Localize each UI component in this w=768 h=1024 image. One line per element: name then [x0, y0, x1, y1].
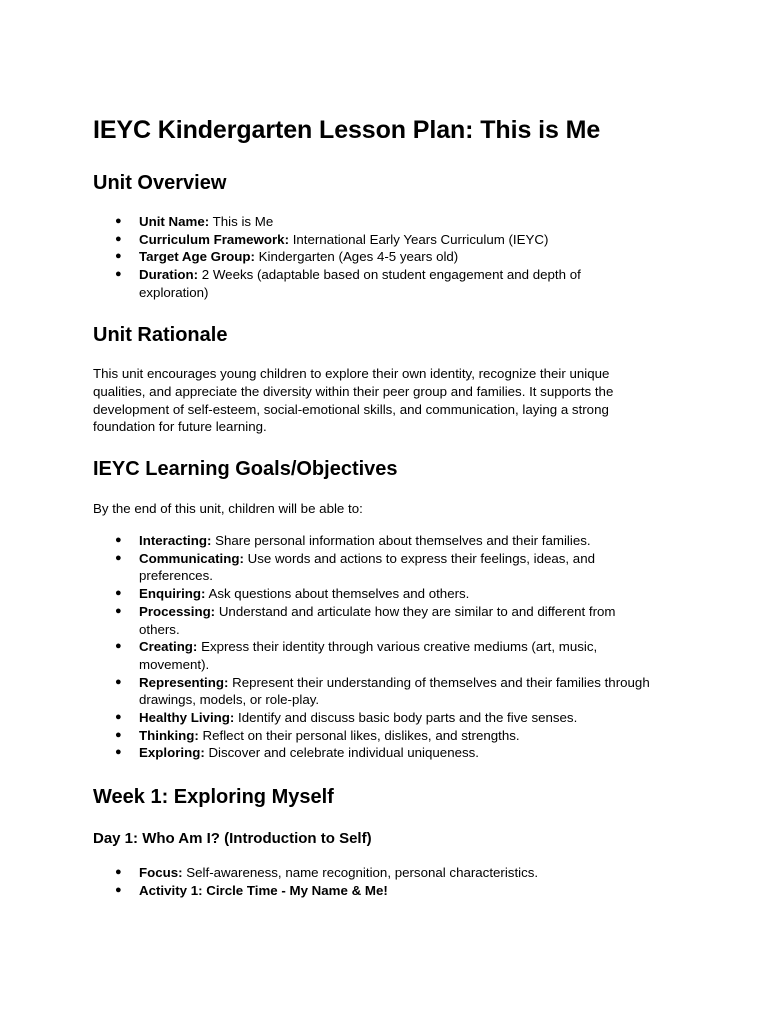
- list-item: [93, 603, 653, 638]
- list-item: [93, 266, 653, 301]
- item-text: This is Me: [209, 214, 274, 229]
- list-item: [93, 638, 653, 673]
- day1-heading: Day 1: Who Am I? (Introduction to Self): [93, 830, 372, 847]
- bullet-icon: ●: [115, 675, 122, 688]
- item-label: Creating:: [139, 639, 198, 655]
- item-text: Share personal information about themselves and their families.: [211, 533, 591, 548]
- list-item: [93, 882, 653, 900]
- list-item: [93, 248, 653, 266]
- item-label: Representing:: [139, 674, 229, 690]
- bullet-icon: ●: [115, 215, 122, 227]
- item-label: Processing:: [139, 603, 216, 619]
- item-label: Activity 1: Circle Time - My Name & Me!: [139, 882, 388, 898]
- list-item: [93, 231, 653, 249]
- item-text: Express their identity through various creative mediums (art, music, movement).: [139, 639, 598, 672]
- item-text: Discover and celebrate individual uniqueness.: [204, 745, 479, 761]
- item-label: Exploring:: [139, 745, 205, 761]
- bullet-icon: ●: [115, 250, 122, 263]
- unit-rationale-paragraph: This unit encourages young children to explore their own identity, recognize their unique qualities, and appreciate the diversity within their peer group and families. It supports the development of self-esteem, social-emotional skills, and communication, laying a strong foundation for future learning.: [93, 366, 614, 435]
- item-text: Use words and actions to express their feelings, ideas, and preferences.: [139, 550, 595, 584]
- list-item: [93, 550, 653, 585]
- bullet-icon: ●: [115, 746, 122, 759]
- item-label: Enquiring:: [139, 586, 206, 602]
- document-title: IEYC Kindergarten Lesson Plan: This is Me: [93, 116, 601, 144]
- item-text: Kindergarten (Ages 4-5 years old): [254, 249, 459, 265]
- bullet-icon: ●: [115, 268, 122, 281]
- bullet-icon: ●: [115, 866, 122, 878]
- unit-rationale-heading: Unit Rationale: [93, 324, 228, 346]
- item-text: 2 Weeks (adaptable based on student engagement and depth of exploration): [139, 267, 581, 300]
- bullet-icon: ●: [115, 534, 122, 546]
- unit-overview-heading: Unit Overview: [93, 172, 227, 194]
- bullet-icon: ●: [115, 711, 122, 724]
- item-label: Healthy Living:: [139, 710, 235, 726]
- list-item: [93, 709, 653, 727]
- item-label: Focus:: [139, 865, 183, 880]
- item-text: International Early Years Curriculum (IEYC): [289, 231, 549, 247]
- item-label: Duration:: [139, 267, 199, 283]
- bullet-icon: ●: [115, 640, 122, 653]
- item-label: Interacting:: [139, 533, 212, 548]
- bullet-icon: ●: [115, 604, 122, 617]
- item-text: Represent their understanding of themselves and their families through drawings, models, or role-play.: [139, 674, 650, 708]
- bullet-icon: ●: [115, 587, 122, 600]
- item-label: Thinking:: [139, 727, 199, 743]
- list-item: [93, 864, 653, 882]
- list-item: [93, 744, 653, 762]
- item-text: Understand and articulate how they are similar to and different from others.: [139, 603, 616, 637]
- item-label: Unit Name:: [139, 214, 210, 229]
- day1-list: [93, 864, 653, 899]
- item-label: Communicating:: [139, 550, 244, 566]
- learning-goals-heading: IEYC Learning Goals/Objectives: [93, 458, 398, 480]
- list-item: [93, 585, 653, 603]
- unit-overview-list: [93, 213, 653, 302]
- bullet-icon: ●: [115, 728, 122, 741]
- list-item: [93, 727, 653, 745]
- item-text: Identify and discuss basic body parts and the five senses.: [234, 710, 578, 726]
- item-label: Curriculum Framework:: [139, 231, 289, 247]
- item-text: Self-awareness, name recognition, personal characteristics.: [182, 865, 539, 880]
- item-text: Reflect on their personal likes, dislikes, and strengths.: [198, 727, 520, 743]
- learning-goals-list: [93, 532, 653, 762]
- list-item: [93, 532, 653, 550]
- list-item: [93, 213, 653, 231]
- bullet-icon: ●: [115, 551, 122, 564]
- item-label: Target Age Group:: [139, 249, 255, 265]
- bullet-icon: ●: [115, 883, 122, 896]
- item-text: Ask questions about themselves and others.: [205, 586, 470, 602]
- week1-heading: Week 1: Exploring Myself: [93, 786, 334, 808]
- bullet-icon: ●: [115, 232, 122, 245]
- list-item: [93, 674, 653, 709]
- learning-goals-intro: By the end of this unit, children will be able to:: [93, 501, 363, 516]
